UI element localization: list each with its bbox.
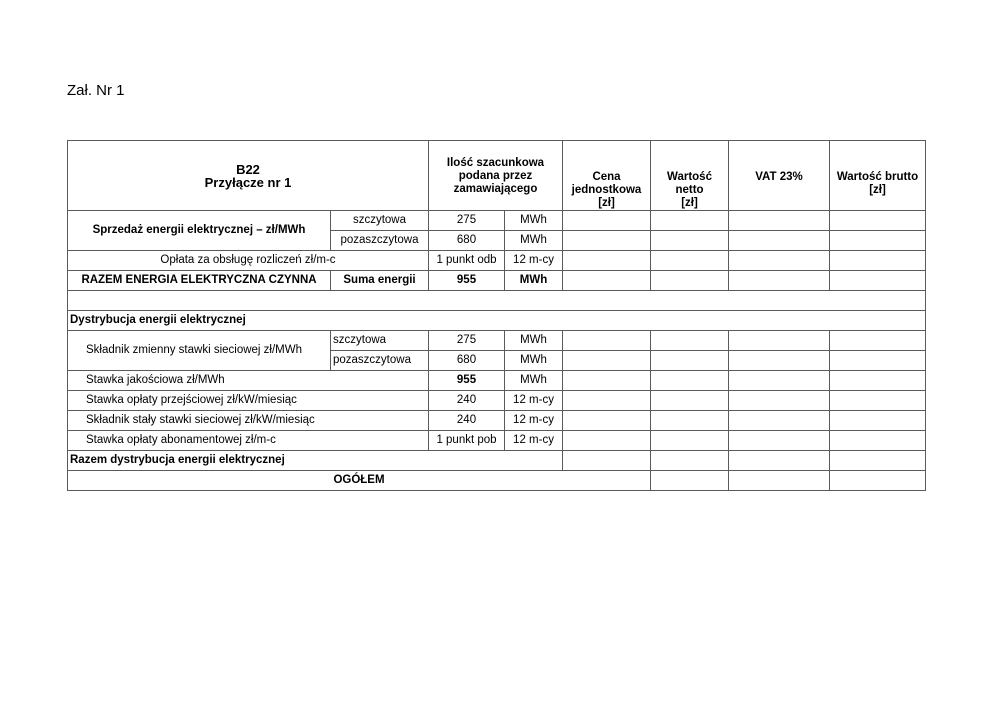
energy-sum-label: Suma energii [331, 271, 429, 291]
net-cell[interactable] [651, 271, 729, 291]
price-cell[interactable] [563, 391, 651, 411]
zone-cell: szczytowa [331, 331, 429, 351]
price-cell[interactable] [563, 231, 651, 251]
vat-cell[interactable] [729, 431, 830, 451]
zone-cell: pozaszczytowa [331, 231, 429, 251]
vat-cell[interactable] [729, 451, 830, 471]
grand-total-label: OGÓŁEM [68, 471, 651, 491]
distribution-section-label: Dystrybucja energii elektrycznej [68, 311, 926, 331]
net-cell[interactable] [651, 251, 729, 271]
spacer-cell [68, 291, 926, 311]
unit-cell: MWh [505, 371, 563, 391]
vat-cell[interactable] [729, 211, 830, 231]
price-cell[interactable] [563, 451, 651, 471]
zone-cell: pozaszczytowa [331, 351, 429, 371]
vat-cell[interactable] [729, 351, 830, 371]
price-cell[interactable] [563, 211, 651, 231]
gross-cell[interactable] [830, 411, 926, 431]
gross-cell[interactable] [830, 271, 926, 291]
table-row [68, 371, 926, 391]
row-label: Stawka jakościowa zł/MWh [68, 371, 429, 391]
qty-cell: 240 [429, 391, 505, 411]
vat-cell[interactable] [729, 231, 830, 251]
qty-cell: 955 [429, 271, 505, 291]
attachment-label: Zał. Nr 1 [67, 82, 125, 99]
unit-price-header: Cena jednostkowa [zł] [563, 141, 651, 211]
net-cell[interactable] [651, 331, 729, 351]
net-cell[interactable] [651, 471, 729, 491]
price-cell[interactable] [563, 331, 651, 351]
unit-cell: 12 m-cy [505, 251, 563, 271]
unit-cell: MWh [505, 211, 563, 231]
table-header-row [68, 141, 926, 211]
table-row [68, 331, 926, 351]
price-cell[interactable] [563, 351, 651, 371]
spacer-row [68, 291, 926, 311]
qty-cell: 240 [429, 411, 505, 431]
table-row [68, 271, 926, 291]
price-cell[interactable] [563, 271, 651, 291]
net-cell[interactable] [651, 451, 729, 471]
vat-header: VAT 23% [729, 141, 830, 211]
qty-cell: 275 [429, 331, 505, 351]
gross-cell[interactable] [830, 431, 926, 451]
gross-cell[interactable] [830, 211, 926, 231]
net-value-header: Wartość netto [zł] [651, 141, 729, 211]
sales-label: Sprzedaż energii elektrycznej – zł/MWh [68, 211, 331, 251]
net-cell[interactable] [651, 431, 729, 451]
vat-cell[interactable] [729, 391, 830, 411]
price-cell[interactable] [563, 431, 651, 451]
gross-cell[interactable] [830, 451, 926, 471]
row-label: Składnik stały stawki sieciowej zł/kW/miesiąc [68, 411, 429, 431]
table-row [68, 411, 926, 431]
unit-cell: 12 m-cy [505, 391, 563, 411]
table-row [68, 211, 926, 231]
unit-cell: MWh [505, 351, 563, 371]
gross-cell[interactable] [830, 251, 926, 271]
net-cell[interactable] [651, 371, 729, 391]
gross-cell[interactable] [830, 471, 926, 491]
vat-cell[interactable] [729, 251, 830, 271]
unit-cell: 12 m-cy [505, 411, 563, 431]
row-label: Stawka opłaty abonamentowej zł/m-c [68, 431, 429, 451]
distribution-total-label: Razem dystrybucja energii elektrycznej [68, 451, 563, 471]
unit-cell: MWh [505, 331, 563, 351]
qty-cell: 1 punkt pob [429, 431, 505, 451]
net-cell[interactable] [651, 231, 729, 251]
table-title [68, 141, 429, 211]
vat-cell[interactable] [729, 411, 830, 431]
vat-cell[interactable] [729, 471, 830, 491]
price-cell[interactable] [563, 251, 651, 271]
billing-label: Opłata za obsługę rozliczeń zł/m-c [68, 251, 429, 271]
zone-cell: szczytowa [331, 211, 429, 231]
price-cell[interactable] [563, 371, 651, 391]
table-row [68, 391, 926, 411]
qty-cell: 275 [429, 211, 505, 231]
unit-cell: MWh [505, 231, 563, 251]
gross-cell[interactable] [830, 331, 926, 351]
vat-cell[interactable] [729, 271, 830, 291]
net-cell[interactable] [651, 351, 729, 371]
vat-cell[interactable] [729, 331, 830, 351]
gross-cell[interactable] [830, 231, 926, 251]
net-cell[interactable] [651, 211, 729, 231]
gross-value-header: Wartość brutto [zł] [830, 141, 926, 211]
row-label: Stawka opłaty przejściowej zł/kW/miesiąc [68, 391, 429, 411]
variable-component-label: Składnik zmienny stawki sieciowej zł/MWh [68, 331, 331, 371]
grand-total-row [68, 471, 926, 491]
vat-cell[interactable] [729, 371, 830, 391]
total-active-label: RAZEM ENERGIA ELEKTRYCZNA CZYNNA [68, 271, 331, 291]
unit-cell: MWh [505, 271, 563, 291]
title-connection: Przyłącze nr 1 [204, 174, 292, 190]
qty-cell: 955 [429, 371, 505, 391]
gross-cell[interactable] [830, 351, 926, 371]
table-row [68, 251, 926, 271]
net-cell[interactable] [651, 411, 729, 431]
section-row [68, 311, 926, 331]
title-code: B22 [236, 161, 260, 177]
quantity-header: Ilość szacunkowa podana przez zamawiającego [429, 141, 563, 211]
unit-cell: 12 m-cy [505, 431, 563, 451]
qty-cell: 1 punkt odb [429, 251, 505, 271]
table-row [68, 431, 926, 451]
gross-cell[interactable] [830, 371, 926, 391]
net-cell[interactable] [651, 391, 729, 411]
gross-cell[interactable] [830, 391, 926, 411]
pricing-table [67, 140, 926, 491]
qty-cell: 680 [429, 351, 505, 371]
qty-cell: 680 [429, 231, 505, 251]
table-row [68, 451, 926, 471]
price-cell[interactable] [563, 411, 651, 431]
